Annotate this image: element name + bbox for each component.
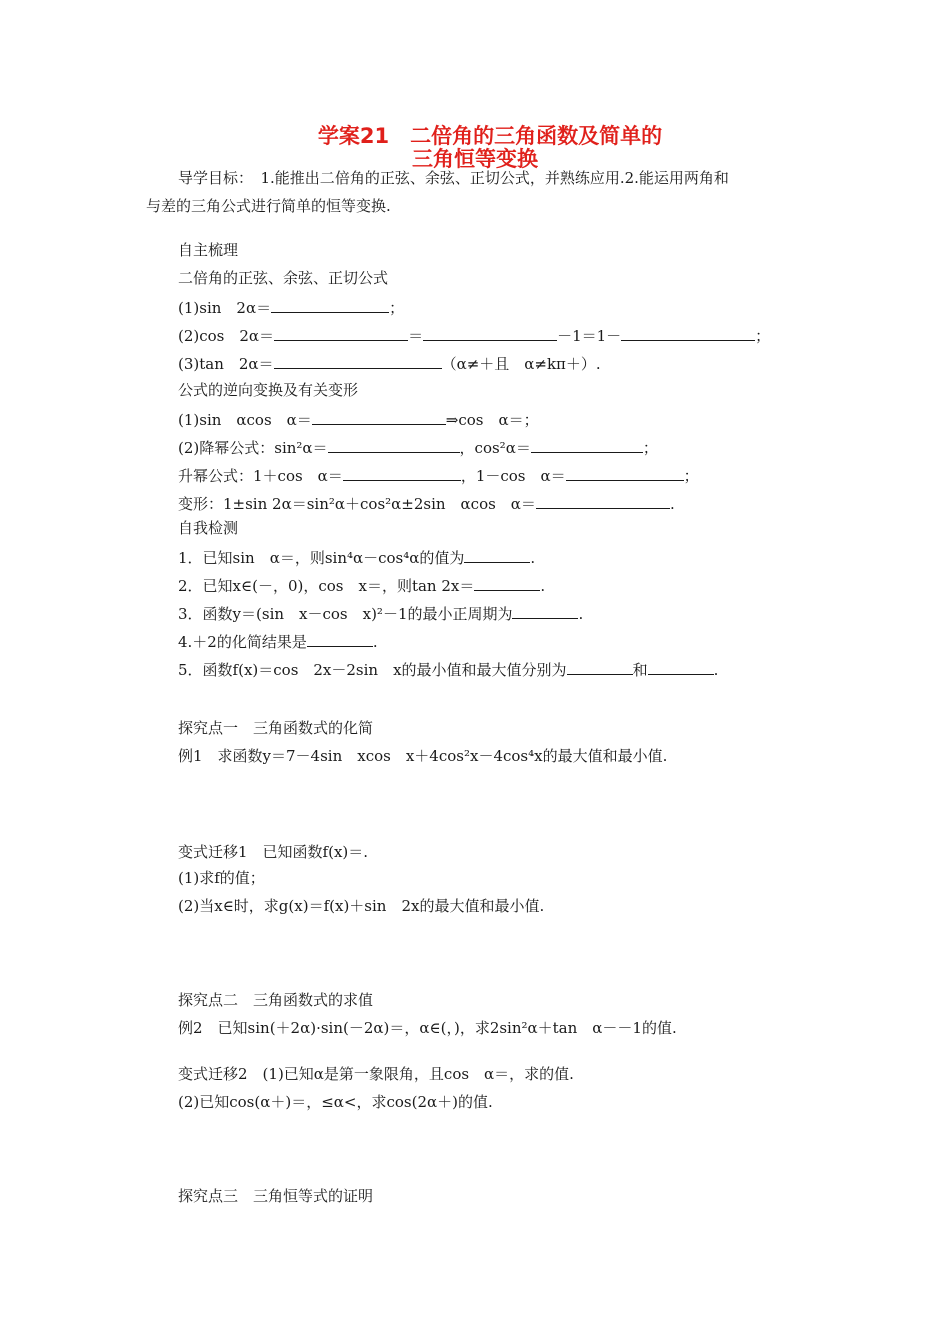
- page-title: 学案21 二倍角的三角函数及简单的: [317, 124, 663, 148]
- formula-cos2a: (2)cos 2α＝ ＝ －1＝1－ ；: [178, 324, 770, 346]
- blank-field: [474, 574, 540, 591]
- transform-subheading: 公式的逆向变换及有关变形: [178, 381, 359, 399]
- question-4: 4.＋2的化简结果是 .: [178, 630, 378, 652]
- blank-field: [621, 324, 755, 341]
- question-2: 2．已知x∈(－，0)，cos x＝，则tan 2x＝ .: [178, 574, 545, 596]
- section-1-heading: 探究点一 三角函数式的化简: [178, 719, 374, 737]
- blank-field: [512, 602, 578, 619]
- variant-1-part-2: (2)当x∈时，求g(x)＝f(x)＋sin 2x的最大值和最小值.: [178, 897, 545, 915]
- blank-field: [274, 352, 442, 369]
- selfcheck-heading: 自我检测: [178, 519, 239, 537]
- formula-power-raise: 升幂公式：1＋cos α＝ ，1－cos α＝ ；: [178, 464, 699, 486]
- learning-goals-cont: 与差的三角公式进行简单的恒等变换.: [146, 197, 391, 215]
- formula-tan2a: (3)tan 2α＝ （α≠＋且 α≠kπ＋）.: [178, 352, 601, 374]
- section-3-heading: 探究点三 三角恒等式的证明: [178, 1187, 374, 1205]
- page-title-line2: 三角恒等变换: [412, 147, 538, 171]
- question-1: 1．已知sin α＝，则sin⁴α－cos⁴α的值为 .: [178, 546, 535, 568]
- example-2: 例2 已知sin(＋2α)·sin(－2α)＝，α∈(，)，求2sin²α＋tan α－－1的值.: [178, 1019, 677, 1037]
- section-2-heading: 探究点二 三角函数式的求值: [178, 991, 374, 1009]
- formula-power-reduction: (2)降幂公式：sin²α＝ ，cos²α＝ ；: [178, 436, 658, 458]
- blank-field: [536, 492, 670, 509]
- formula-sin2a: (1)sin 2α＝ ；: [178, 296, 404, 318]
- blank-field: [274, 324, 408, 341]
- variant-1-part-1: (1)求f的值；: [178, 869, 265, 887]
- review-subheading: 二倍角的正弦、余弦、正切公式: [178, 269, 389, 287]
- question-3: 3．函数y＝(sin x－cos x)²－1的最小正周期为 .: [178, 602, 583, 624]
- formula-deformation: 变形：1±sin 2α＝sin²α＋cos²α±2sin αcos α＝ .: [178, 492, 675, 514]
- blank-field: [567, 658, 633, 675]
- formula-sin-cos: (1)sin αcos α＝ ⇒cos α＝；: [178, 408, 539, 430]
- blank-field: [307, 630, 373, 647]
- blank-field: [531, 436, 643, 453]
- blank-field: [328, 436, 460, 453]
- variant-1-title: 变式迁移1 已知函数f(x)＝.: [178, 843, 369, 861]
- variant-2-part-2: (2)已知cos(α＋)＝，≤α<，求cos(2α＋)的值.: [178, 1093, 493, 1111]
- blank-field: [648, 658, 714, 675]
- blank-field: [312, 408, 446, 425]
- blank-field: [464, 546, 530, 563]
- blank-field: [343, 464, 461, 481]
- review-heading: 自主梳理: [178, 241, 239, 259]
- example-1: 例1 求函数y＝7－4sin xcos x＋4cos²x－4cos⁴x的最大值和最小值.: [178, 747, 668, 765]
- blank-field: [423, 324, 557, 341]
- question-5: 5．函数f(x)＝cos 2x－2sin x的最小值和最大值分别为 和 .: [178, 658, 718, 680]
- learning-goals: 导学目标： 1.能推出二倍角的正弦、余弦、正切公式，并熟练应用.2.能运用两角和: [178, 169, 729, 187]
- blank-field: [271, 296, 389, 313]
- variant-2-title: 变式迁移2 (1)已知α是第一象限角，且cos α＝，求的值.: [178, 1065, 574, 1083]
- blank-field: [566, 464, 684, 481]
